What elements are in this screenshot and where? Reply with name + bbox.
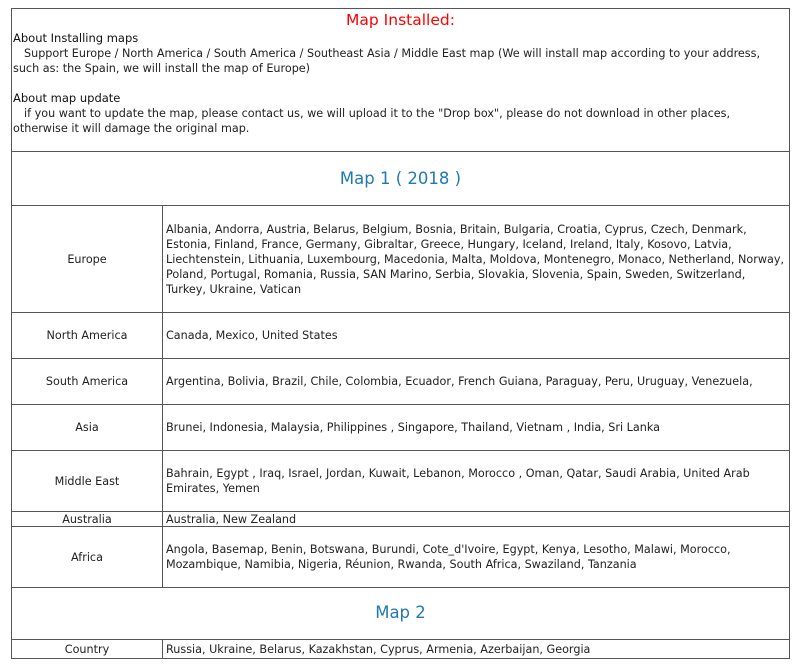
country-list: Bahrain, Egypt , Iraq, Israel, Jordan, Kuwait, Lebanon, Morocco , Oman, Qatar, Saudi Arabia, United Arab Emirates, Yemen [166, 467, 750, 495]
region-label: South America [12, 359, 163, 404]
installing-text: Support Europe / North America / South America / Southeast Asia / Middle East map (We will install map according to your address, such as: the Spain, we will install the map of Europe) [13, 47, 761, 75]
table-row [12, 526, 789, 587]
map2-title: Map 2 [375, 603, 426, 622]
region-label: North America [12, 313, 163, 358]
update-heading: About map update [13, 91, 121, 105]
map2-title-row [12, 587, 789, 639]
region-label: Country [12, 640, 163, 659]
region-label: Australia [12, 512, 163, 526]
info-header [12, 9, 789, 151]
map-info-sheet [11, 8, 790, 659]
table-row [12, 358, 789, 404]
region-label: Middle East [12, 451, 163, 511]
country-list: Russia, Ukraine, Belarus, Kazakhstan, Cyprus, Armenia, Azerbaijan, Georgia [166, 643, 591, 656]
country-list: Canada, Mexico, United States [166, 329, 338, 342]
region-label: Asia [12, 405, 163, 450]
table-row [12, 205, 789, 312]
region-label: Europe [12, 206, 163, 312]
table-row [12, 511, 789, 526]
update-text: if you want to update the map, please contact us, we will upload it to the "Drop box", please do not download in other places, otherwise it will damage the original map. [13, 107, 731, 135]
country-list: Angola, Basemap, Benin, Botswana, Burundi, Cote_d'Ivoire, Egypt, Kenya, Lesotho, Malawi, Morocco, Mozambique, Namibia, Nigeria, Réunion, Rwanda, South Africa, Swaziland, Tanzania [166, 543, 731, 571]
map1-title-row [12, 151, 789, 205]
country-list: Albania, Andorra, Austria, Belarus, Belgium, Bosnia, Britain, Bulgaria, Croatia, Cyprus, Czech, Denmark, Estonia, Finland, France, Germany, Gibraltar, Greece, Hungary, Iceland, Ireland, Italy, Kosovo, Latvia, Liechtenstein, Lithuania, Luxembourg, Macedonia, Malta, Moldova, Montenegro, Monaco, Netherland, Norway, Poland, Portugal, Romania, Russia, SAN Marino, Serbia, Slovakia, Slovenia, Spain, Sweden, Switzerland, Turkey, Ukraine, Vatican [166, 222, 785, 296]
table-row [12, 404, 789, 450]
page-title: Map Installed: [346, 11, 455, 29]
country-list: Argentina, Bolivia, Brazil, Chile, Colombia, Ecuador, French Guiana, Paraguay, Peru, Uruguay, Venezuela, [166, 375, 753, 388]
table-row [12, 639, 789, 659]
table-row [12, 312, 789, 358]
region-label: Africa [12, 527, 163, 587]
country-list: Brunei, Indonesia, Malaysia, Philippines , Singapore, Thailand, Vietnam , India, Sri Lanka [166, 421, 660, 434]
installing-heading: About Installing maps [13, 31, 139, 45]
table-row [12, 450, 789, 511]
map1-title: Map 1 ( 2018 ) [339, 169, 462, 188]
country-list: Australia, New Zealand [166, 512, 297, 526]
